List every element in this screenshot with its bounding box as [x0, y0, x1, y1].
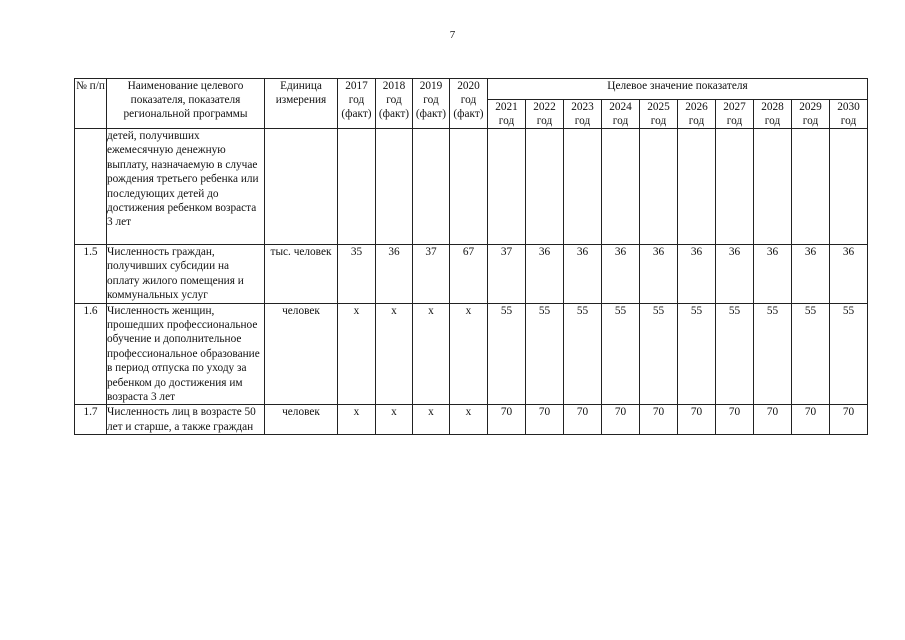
target-value: 36 — [754, 245, 792, 304]
target-value: 70 — [792, 405, 830, 435]
row-name: Численность женщин, прошедших профессиональное обучение и дополнительное профессиональное образование в период отпуска по уходу за ребенком до достижения им возраста 3 лет — [107, 303, 265, 405]
target-value: 55 — [640, 303, 678, 405]
target-value: 55 — [792, 303, 830, 405]
header-target-year: 2030 год — [830, 100, 868, 129]
table-row — [75, 405, 868, 435]
header-target-year: 2024 год — [602, 100, 640, 129]
fact-value — [376, 129, 413, 245]
header-target-year: 2026 год — [678, 100, 716, 129]
fact-value — [450, 129, 488, 245]
fact-value: 36 — [376, 245, 413, 304]
header-fact-year: 2017 год (факт) — [338, 79, 376, 129]
header-fact-year: 2019 год (факт) — [413, 79, 450, 129]
target-value: 36 — [678, 245, 716, 304]
target-value: 55 — [564, 303, 602, 405]
row-num: 1.6 — [75, 303, 107, 405]
target-value: 55 — [602, 303, 640, 405]
target-value — [640, 129, 678, 245]
page-number: 7 — [449, 29, 456, 41]
fact-value: 67 — [450, 245, 488, 304]
fact-value: х — [413, 303, 450, 405]
fact-value: х — [376, 405, 413, 435]
row-name: Численность лиц в возрасте 50 лет и старше, а также граждан — [107, 405, 265, 435]
table-row — [75, 303, 868, 405]
header-fact-year: 2020 год (факт) — [450, 79, 488, 129]
row-num: 1.7 — [75, 405, 107, 435]
header-target-title: Целевое значение показателя — [488, 79, 868, 100]
row-num: 1.5 — [75, 245, 107, 304]
target-value: 55 — [830, 303, 868, 405]
target-value — [716, 129, 754, 245]
target-value: 70 — [526, 405, 564, 435]
table-row — [75, 245, 868, 304]
target-value: 70 — [488, 405, 526, 435]
fact-value: 35 — [338, 245, 376, 304]
target-value: 55 — [488, 303, 526, 405]
target-value — [564, 129, 602, 245]
target-value — [754, 129, 792, 245]
header-target-year: 2025 год — [640, 100, 678, 129]
row-unit — [265, 129, 338, 245]
target-value: 70 — [640, 405, 678, 435]
table-row — [75, 129, 868, 245]
target-value: 70 — [716, 405, 754, 435]
target-value: 36 — [830, 245, 868, 304]
target-value — [830, 129, 868, 245]
target-value — [488, 129, 526, 245]
target-value: 36 — [526, 245, 564, 304]
row-num — [75, 129, 107, 245]
header-target-year: 2029 год — [792, 100, 830, 129]
target-value: 36 — [602, 245, 640, 304]
fact-value — [413, 129, 450, 245]
target-value: 70 — [754, 405, 792, 435]
header-target-year: 2027 год — [716, 100, 754, 129]
fact-value: х — [450, 303, 488, 405]
target-value: 70 — [830, 405, 868, 435]
fact-value: х — [413, 405, 450, 435]
header-target-year: 2022 год — [526, 100, 564, 129]
row-unit: человек — [265, 405, 338, 435]
target-value — [602, 129, 640, 245]
indicators-table — [74, 78, 868, 435]
header-fact-year: 2018 год (факт) — [376, 79, 413, 129]
target-value: 36 — [564, 245, 602, 304]
target-value — [526, 129, 564, 245]
fact-value: х — [338, 405, 376, 435]
header-target-year: 2028 год — [754, 100, 792, 129]
target-value — [678, 129, 716, 245]
target-value: 70 — [564, 405, 602, 435]
target-value: 55 — [678, 303, 716, 405]
row-unit: человек — [265, 303, 338, 405]
target-value: 36 — [640, 245, 678, 304]
fact-value: 37 — [413, 245, 450, 304]
row-unit: тыс. человек — [265, 245, 338, 304]
target-value: 36 — [792, 245, 830, 304]
header-unit: Единица измерения — [265, 79, 338, 129]
target-value: 70 — [602, 405, 640, 435]
target-value: 55 — [754, 303, 792, 405]
target-value — [792, 129, 830, 245]
fact-value: х — [338, 303, 376, 405]
target-value: 55 — [526, 303, 564, 405]
row-name: детей, получивших ежемесячную денежную выплату, назначаемую в случае рождения третьего ребенка или последующих детей до достижения ребенком возраста 3 лет — [107, 129, 265, 245]
fact-value — [338, 129, 376, 245]
target-value: 36 — [716, 245, 754, 304]
fact-value: х — [450, 405, 488, 435]
fact-value: х — [376, 303, 413, 405]
target-value: 37 — [488, 245, 526, 304]
row-name: Численность граждан, получивших субсидии на оплату жилого помещения и коммунальных услуг — [107, 245, 265, 304]
target-value: 70 — [678, 405, 716, 435]
target-value: 55 — [716, 303, 754, 405]
header-num: № п/п — [75, 79, 107, 129]
header-target-year: 2023 год — [564, 100, 602, 129]
header-name: Наименование целевого показателя, показателя региональной программы — [107, 79, 265, 129]
header-target-year: 2021 год — [488, 100, 526, 129]
